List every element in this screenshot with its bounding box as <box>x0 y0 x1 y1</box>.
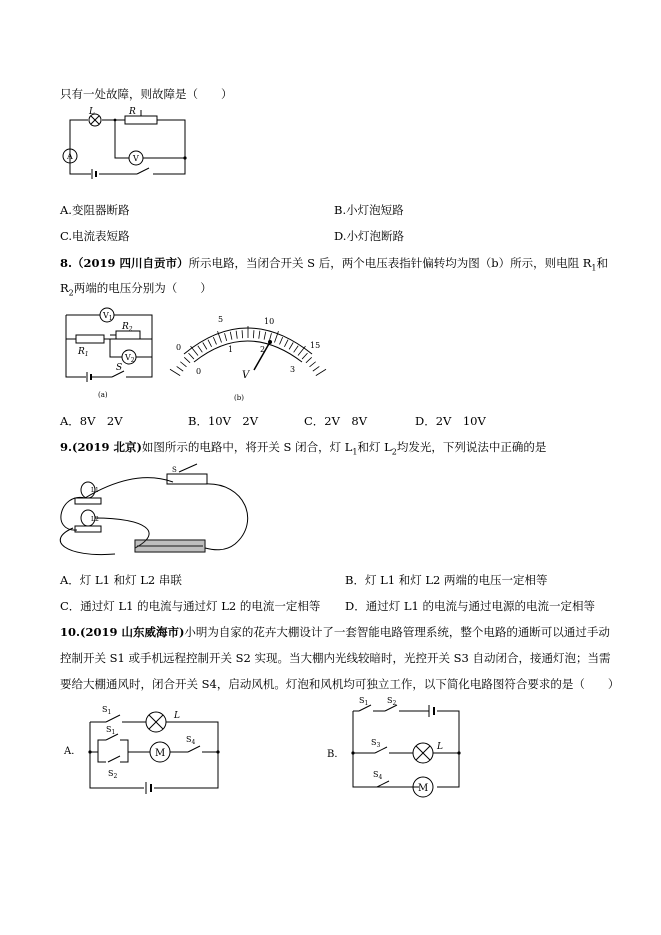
dial-tick <box>184 357 190 363</box>
q7-option-d: D.小灯泡断路 <box>334 229 404 243</box>
q8-caption-b: (b) <box>234 394 244 402</box>
dial-tick <box>264 332 266 340</box>
dial-tick <box>294 346 299 353</box>
q8-label-s: S <box>116 363 123 373</box>
q8-label-r1: $R_1$ <box>78 347 89 358</box>
q8-label-v1: $V_1$ <box>103 311 113 322</box>
dial-tick <box>310 362 316 367</box>
q9-source: 9.(2019 北京) <box>60 440 142 454</box>
q7-option-c: C.电流表短路 <box>60 229 130 243</box>
q10-option-a-circuit <box>62 700 232 800</box>
q7-label-L: L <box>89 107 95 117</box>
dial-tick <box>180 362 186 367</box>
q8-top-tick-10: 10 <box>264 317 275 326</box>
q10-stem-line1: 10.(2019 山东威海市)小明为自家的花卉大棚设计了一套智能电路管理系统，整个电路的通断可以通过手动 <box>60 625 610 639</box>
q8-source: 8.（2019 四川自贡市） <box>60 256 189 270</box>
q9-label-l2: L2 <box>91 516 99 523</box>
dial-tick <box>302 353 307 359</box>
dial-tick <box>213 337 216 344</box>
q10-b-label-m: M <box>418 783 429 794</box>
q8-top-tick-5: 5 <box>218 315 224 324</box>
q8-voltmeter-dial <box>172 308 322 408</box>
q10-a-label-m: M <box>155 748 166 759</box>
q8-dial-ticks <box>170 326 326 376</box>
q9-option-a: A．灯 L1 和灯 L2 串联 <box>60 573 182 587</box>
q8-top-tick-15: 15 <box>310 341 321 350</box>
dial-tick <box>208 340 212 347</box>
q10-b-label-s1: $S_1$ <box>359 696 369 707</box>
dial-tick <box>253 330 254 338</box>
q10-b-label-s2: $S_2$ <box>387 696 397 707</box>
dial-tick <box>198 346 203 353</box>
dial-tick <box>230 332 232 340</box>
q10-a-label-s2: $S_2$ <box>108 769 118 780</box>
dial-tick <box>177 366 183 371</box>
q7-option-a: A.变阻器断路 <box>60 203 130 217</box>
q10-a-label-l: L <box>174 711 180 721</box>
dial-tick <box>313 366 319 371</box>
q8-option-b: B．10V 2V <box>188 414 259 428</box>
q10-b-label-s3: $S_3$ <box>371 738 381 749</box>
q9-option-b: B．灯 L1 和灯 L2 两端的电压一定相等 <box>345 573 548 587</box>
q9-option-d: D．通过灯 L1 的电流与通过电源的电流一定相等 <box>345 599 595 613</box>
q7-stem: 只有一处故障，则故障是（ ） <box>60 87 233 101</box>
q8-top-tick-0: 0 <box>176 343 182 352</box>
q9-stem: 9.(2019 北京)如图所示的电路中，将开关 S 闭合，灯 $L_1$和灯 $L_2$均发光，下列说法中正确的是 <box>60 440 547 457</box>
q10-b-label-s4: $S_4$ <box>373 770 383 781</box>
q7-label-A: A <box>67 152 73 161</box>
dial-tick <box>289 343 293 350</box>
q8-stem-line1: 8.（2019 四川自贡市）所示电路，当闭合开关 S 后，两个电压表指针偏转均为图（b）所示，则电阻 $R_1$和 <box>60 256 608 273</box>
q8-bottom-tick-3: 3 <box>290 365 296 374</box>
q10-option-b-circuit <box>325 695 475 805</box>
dial-tick <box>225 333 227 341</box>
q7-label-V: V <box>133 154 139 163</box>
q8-bottom-tick-0: 0 <box>196 367 202 376</box>
q9-label-l1: L1 <box>91 487 99 494</box>
q8-bottom-tick-1: 1 <box>228 345 234 354</box>
q10-a-letter: A． <box>64 746 82 757</box>
q8-label-r2: $R_2$ <box>122 322 133 333</box>
dial-tick <box>259 331 260 339</box>
q10-b-letter: B． <box>327 749 345 760</box>
q8-dial-v-label: V <box>242 370 250 381</box>
dial-tick <box>298 346 305 355</box>
q9-option-c: C．通过灯 L1 的电流与通过灯 L2 的电流一定相等 <box>60 599 321 613</box>
q9-label-s: S <box>172 466 177 474</box>
dial-tick <box>191 346 198 355</box>
dial-tick <box>316 369 326 375</box>
q7-label-R: R <box>129 107 136 117</box>
q10-b-label-l: L <box>437 742 443 752</box>
q7-option-b: B.小灯泡短路 <box>334 203 404 217</box>
dial-tick <box>269 333 271 341</box>
dial-tick <box>189 353 194 359</box>
q10-a-label-s1-branch: $S_1$ <box>106 725 116 736</box>
q10-stem-line2: 控制开关 S1 或手机远程控制开关 S2 实现。当大棚内光线较暗时，光控开关 S3 自动闭合，接通灯泡；当需 <box>60 651 611 665</box>
dial-tick <box>284 340 288 347</box>
q8-caption-a: (a) <box>98 391 108 399</box>
dial-tick <box>306 357 312 363</box>
dial-tick <box>236 331 237 339</box>
dial-tick <box>203 343 207 350</box>
q8-option-d: D．2V 10V <box>415 414 486 428</box>
q8-label-v2: $V_2$ <box>125 353 135 364</box>
q8-option-c: C．2V 8V <box>304 414 368 428</box>
q10-source: 10.(2019 山东威海市) <box>60 625 185 639</box>
q10-a-label-s4: $S_4$ <box>186 735 196 746</box>
q8-bottom-tick-2: 2 <box>260 345 266 354</box>
q8-circuit-a <box>60 305 160 405</box>
q9-physical-circuit <box>55 462 255 562</box>
q7-circuit-figure <box>55 108 195 188</box>
dial-tick <box>280 337 283 344</box>
dial-tick <box>242 330 243 338</box>
q10-stem-line3: 要给大棚通风时，闭合开关 S4，启动风机。灯泡和风机均可独立工作，以下简化电路图符合要求的是（ ） <box>60 677 620 691</box>
q8-stem-line2: $R_2$两端的电压分别为（ ） <box>60 281 212 298</box>
q8-option-a: A．8V 2V <box>60 414 123 428</box>
dial-tick <box>170 369 180 375</box>
q10-a-label-s1: $S_1$ <box>102 705 112 716</box>
